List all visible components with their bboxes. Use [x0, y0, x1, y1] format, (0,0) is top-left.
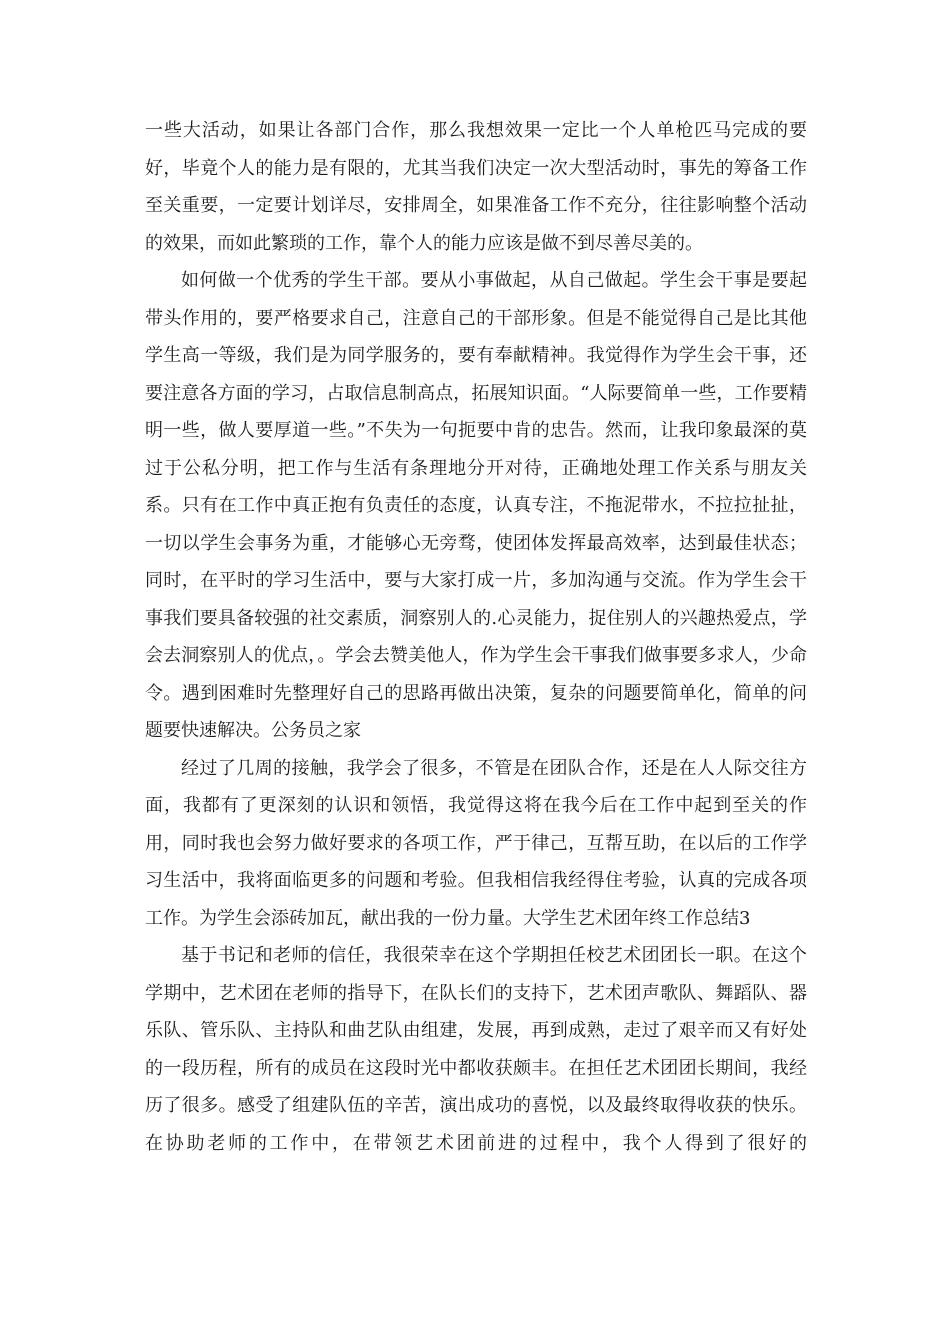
- paragraph-student-cadre: 如何做一个优秀的学生干部。要从小事做起，从自己做起。学生会干事是要起带头作用的，要严格要求自己，注意自己的干部形象。但是不能觉得自己是比其他学生高一等级，我们是为同学服务的，要有奉献精神。我觉得作为学生会干事，还要注意各方面的学习，占取信息制高点，拓展知识面。“人际要简单一些，工作要精明一些，做人要厚道一些。”不失为一句扼要中肯的忠告。然而，让我印象最深的莫过于公私分明，把工作与生活有条理地分开对待，正确地处理工作关系与朋友关系。只有在工作中真正抱有负责任的态度，认真专注，不拖泥带水，不拉拉扯扯，一切以学生会事务为重，才能够心无旁骛，使团体发挥最高效率，达到最佳状态；同时，在平时的学习生活中，要与大家打成一片，多加沟通与交流。作为学生会干事我们要具备较强的社交素质，洞察别人的.心灵能力，捉住别人的兴趣热爱点，学会去洞察别人的优点，。学会去赞美他人，作为学生会干事我们做事要多求人，少命令。遇到困难时先整理好自己的思路再做出决策，复杂的问题要简单化，简单的问题要快速解决。公务员之家: [145, 270, 807, 741]
- paragraph-weeks-of-contact: 经过了几周的接触，我学会了很多，不管是在团队合作，还是在人人际交往方面，我都有了更深刻的认识和领悟，我觉得这将在我今后在工作中起到至关的作用，同时我也会努力做好要求的各项工作，严于律己，互帮互助，在以后的工作学习生活中，我将面临更多的问题和考验。但我相信我经得住考验，认真的完成各项工作。为学生会添砖加瓦，献出我的一份力量。大学生艺术团年终工作总结3: [145, 757, 807, 929]
- paragraph-activity-cooperation: 一些大活动，如果让各部门合作，那么我想效果一定比一个人单枪匹马完成的要好，毕竟个人的能力是有限的，尤其当我们决定一次大型活动时，事先的筹备工作至关重要，一定要计划详尽，安排周全，如果准备工作不充分，往往影响整个活动的效果，而如此繁琐的工作，靠个人的能力应该是做不到尽善尽美的。: [145, 120, 807, 254]
- document-body: [145, 112, 807, 1162]
- paragraph-art-troupe: 基于书记和老师的信任，我很荣幸在这个学期担任校艺术团团长一职。在这个学期中，艺术团在老师的指导下，在队长们的支持下，艺术团声歌队、舞蹈队、器乐队、管乐队、主持队和曲艺队由组建，发展，再到成熟，走过了艰辛而又有好处的一段历程，所有的成员在这段时光中都收获颇丰。在担任艺术团团长期间，我经历了很多。感受了组建队伍的辛苦，演出成功的喜悦，以及最终取得收获的快乐。在协助老师的工作中，在带领艺术团前进的过程中，我个人得到了很好的: [145, 945, 807, 1154]
